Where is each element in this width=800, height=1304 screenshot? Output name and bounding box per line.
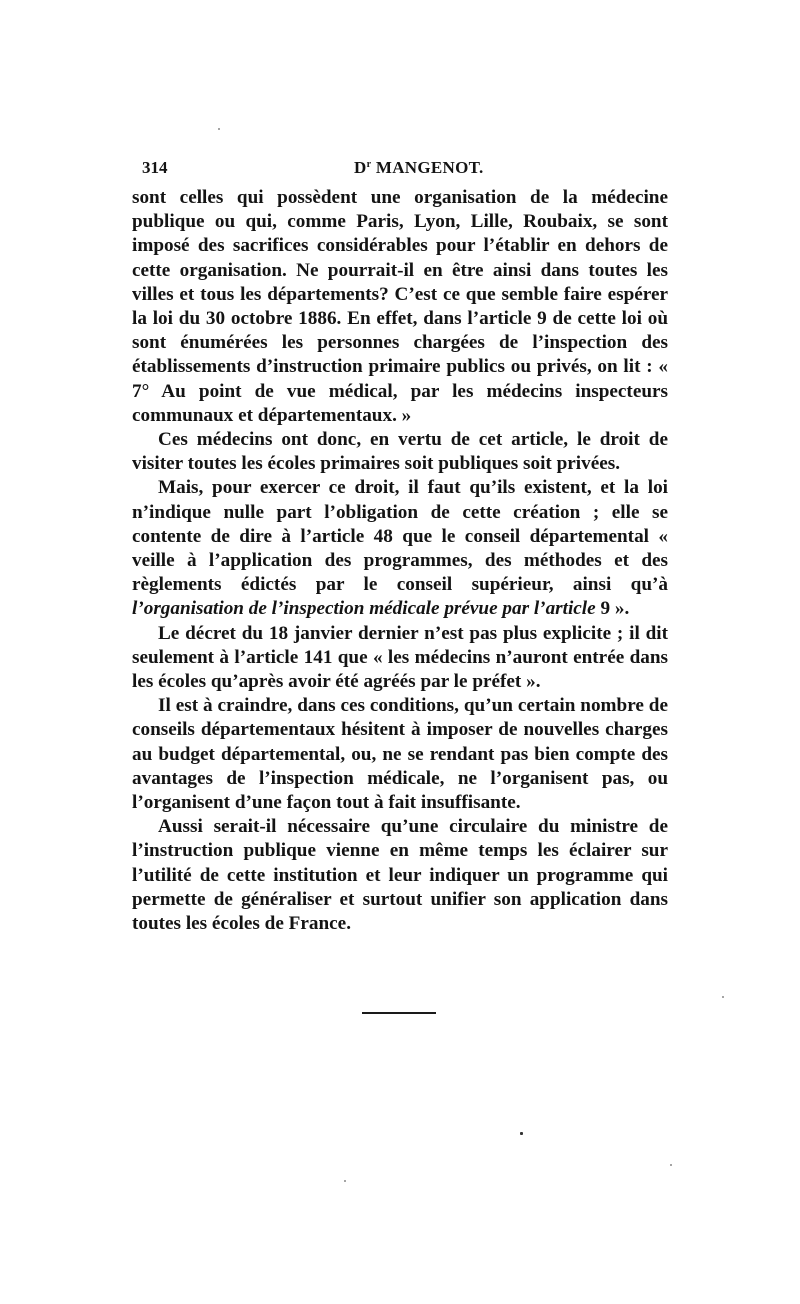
paragraph-5: Il est à craindre, dans ces conditions, qu’un certain nombre de conseils départementaux hésitent à imposer de nouvelles charges au budget départemental, ou, ne se rendant pas bien compte des avantages de l’inspection médicale, ne l’organisent pas, ou l’organisent d’une façon tout à fait insuffisante.: [132, 695, 668, 814]
paragraph-6: Aussi serait-il nécessaire qu’une circulaire du ministre de l’instruction publique vienne en même temps les éclairer sur l’utilité de cette institution et leur indiquer un programme qui permette de généraliser et surtout unifier son application dans toutes les écoles de France.: [132, 816, 668, 935]
author-superscript: r: [366, 159, 372, 170]
paragraph-4: Le décret du 18 janvier dernier n’est pas plus explicite ; il dit seulement à l’article 141 que « les médecins n’auront entrée dans les écoles qu’après avoir été agréés par le préfet ».: [132, 622, 668, 693]
paragraph-1: sont celles qui possèdent une organisation de la médecine publique ou qui, comme Paris, Lyon, Lille, Roubaix, se sont imposé des sacrifices considérables pour l’établir en dehors de cette organisation. Ne pourrait-il en être ainsi dans toutes les villes et tous les départements? C’est ce que semble faire espérer la loi du 30 octobre 1886. En effet, dans l’article 9 de cette loi où sont énumérées les personnes chargées de l’inspection des établissements d’instruction primaire publics ou privés, on lit : « 7° Au point de vue médical, par les médecins inspecteurs communaux et départementaux. »: [132, 187, 668, 426]
paragraph-3: [132, 476, 668, 621]
paragraph-3-end: 9 ».: [595, 598, 630, 620]
running-head: [354, 158, 484, 178]
paragraph-2: Ces médecins ont donc, en vertu de cet article, le droit de visiter toutes les écoles primaires soit publiques soit privées.: [132, 429, 668, 475]
author-name: MANGENOT.: [371, 158, 484, 177]
page-header: [142, 158, 668, 184]
page-number: 314: [142, 158, 168, 177]
author-prefix: D: [354, 158, 367, 177]
paper-speck: [344, 1180, 346, 1182]
paper-speck: [520, 1132, 523, 1135]
paper-speck: [670, 1164, 672, 1166]
paragraph-3-text: Mais, pour exercer ce droit, il faut qu’ils existent, et la loi n’indique nulle part l’obligation de cette création ; elle se contente de dire à l’article 48 que le conseil départemental « veille à l’application des programmes, des méthodes et des règlements édictés par le conseil supérieur, ainsi qu’à: [132, 477, 668, 596]
paper-speck: [722, 996, 724, 998]
paper-speck: [218, 128, 220, 130]
body-text: [132, 186, 668, 936]
paragraph-3-italic: l’organisation de l’inspection médicale prévue par l’article: [132, 598, 596, 620]
section-end-rule: [362, 1012, 436, 1014]
